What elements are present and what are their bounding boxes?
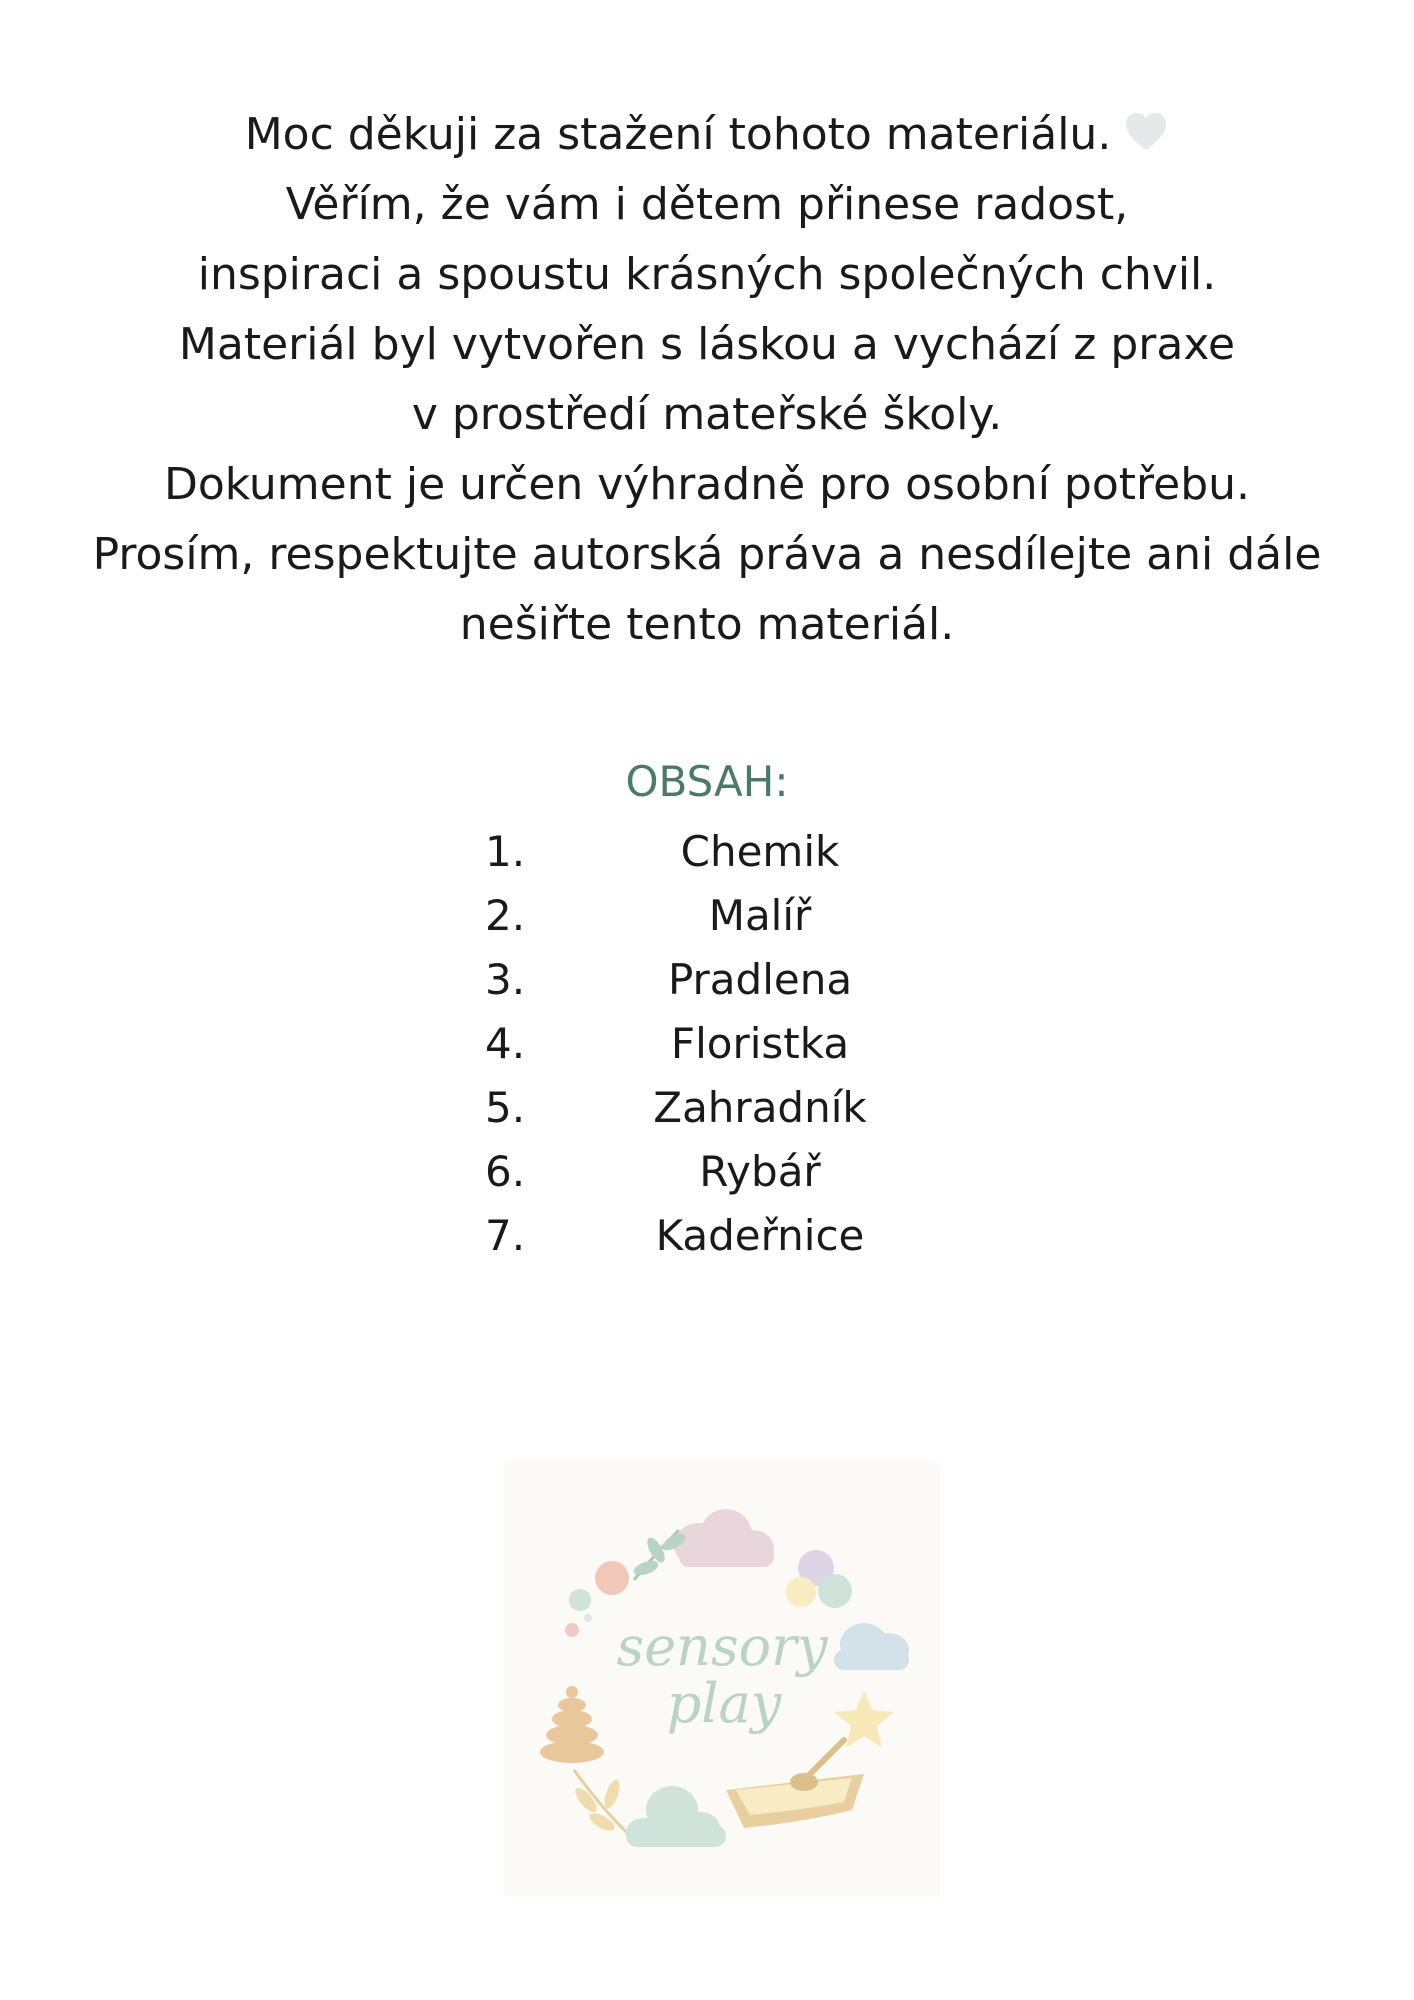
intro-line-3: inspiraci a spoustu krásných společných chvil.	[197, 249, 1217, 300]
intro-line-7: Prosím, respektujte autorská práva a nesdílejte ani dále	[92, 529, 1322, 580]
toc-item-number: 6.	[485, 1147, 526, 1196]
intro-line-4: Materiál byl vytvořen s láskou a vychází z praxe	[178, 319, 1236, 370]
intro-line-5: v prostředí mateřské školy.	[411, 389, 1003, 440]
toc-item-number: 1.	[485, 827, 526, 876]
toc-item-number: 7.	[485, 1211, 526, 1260]
toc-item-label: Zahradník	[653, 1083, 867, 1132]
toc-item-number: 2.	[485, 891, 526, 940]
heart-icon	[1123, 106, 1169, 152]
table-of-contents	[0, 820, 1414, 1268]
toc-title: OBSAH:	[625, 757, 789, 806]
toc-item	[0, 948, 1414, 1012]
intro-line-6: Dokument je určen výhradně pro osobní potřebu.	[163, 459, 1251, 510]
flower-icon	[595, 1561, 629, 1595]
toc-item-label: Pradlena	[667, 955, 853, 1004]
sand-tray-icon	[726, 1740, 864, 1828]
toc-item	[0, 884, 1414, 948]
stacking-toy-icon	[540, 1686, 604, 1763]
toc-item-label: Rybář	[699, 1147, 821, 1196]
intro-line-1: Moc děkuji za stažení tohoto materiálu.	[0, 100, 1414, 170]
toc-item-number: 4.	[485, 1019, 526, 1068]
toc-item-label: Floristka	[670, 1019, 850, 1068]
cloud-icon	[674, 1509, 774, 1567]
intro-text	[0, 100, 1414, 660]
cloud-icon	[626, 1786, 726, 1847]
intro-line-8: nešiřte tento materiál.	[459, 599, 955, 650]
logo-text-play: play	[666, 1672, 782, 1735]
intro-line-2: Věřím, že vám i dětem přinese radost,	[285, 179, 1129, 230]
logo-text-sensory: sensory	[616, 1615, 828, 1678]
toc-item-label: Chemik	[680, 827, 840, 876]
cloud-icon	[834, 1623, 909, 1670]
toc-item	[0, 820, 1414, 884]
logo-illustration	[504, 1460, 940, 1896]
sensory-play-logo	[504, 1460, 940, 1896]
toc-item	[0, 1012, 1414, 1076]
toc-item-label: Malíř	[708, 891, 812, 940]
toc-item-number: 3.	[485, 955, 526, 1004]
leaf-sprig-icon	[572, 1770, 629, 1835]
toc-item-label: Kadeřnice	[655, 1211, 865, 1260]
toc-item	[0, 1140, 1414, 1204]
toc-item	[0, 1204, 1414, 1268]
toc-item-number: 5.	[485, 1083, 526, 1132]
toc-item	[0, 1076, 1414, 1140]
